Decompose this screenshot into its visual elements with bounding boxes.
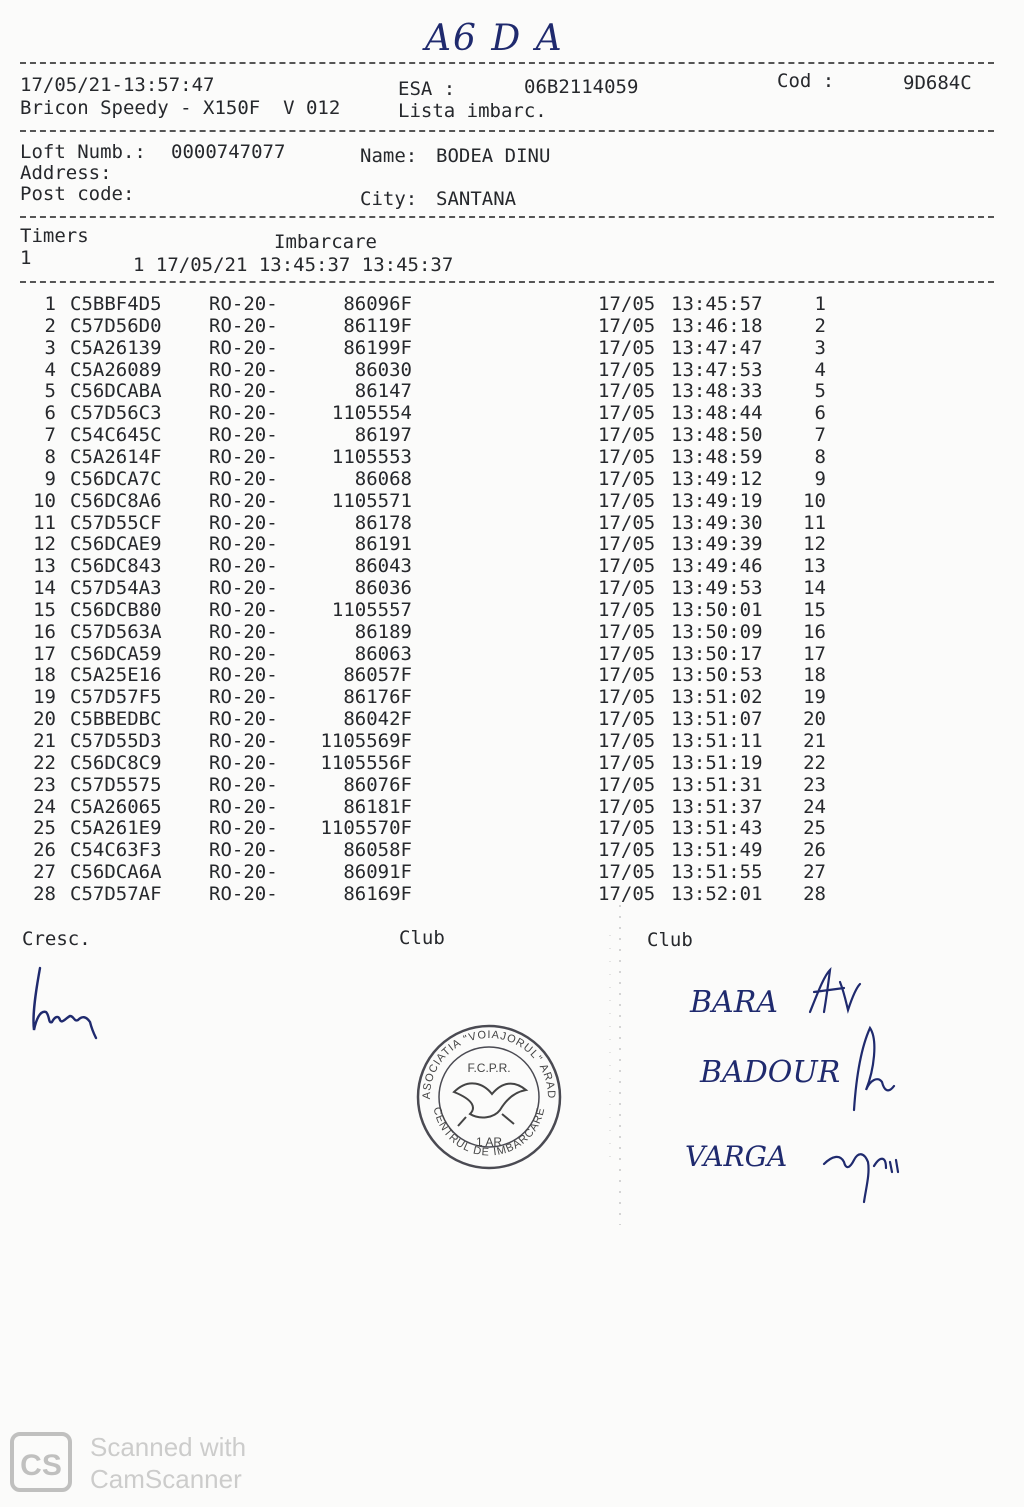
chip-id: C57D57F5	[70, 686, 162, 709]
arrival-time: 13:51:11	[671, 730, 763, 752]
ring-number: 86058F	[343, 839, 412, 862]
ring-number: 1105556F	[320, 751, 412, 774]
arrival-position: 7	[814, 424, 826, 447]
row-number: 2	[44, 314, 56, 337]
country-code: RO-20-	[209, 861, 278, 884]
handwritten-name-2: BADOUR	[700, 1055, 841, 1090]
chip-id: C5BBF4D5	[70, 293, 162, 315]
country-code: RO-20-	[209, 882, 278, 905]
esa-label: ESA :	[398, 78, 456, 100]
name-label: Name:	[360, 145, 418, 167]
ring-number: 86091F	[343, 861, 412, 884]
arrival-date: 17/05	[598, 861, 656, 884]
ring-number: 86036	[354, 577, 412, 600]
arrival-date: 17/05	[598, 817, 656, 840]
country-code: RO-20-	[209, 598, 278, 621]
row-number: 10	[33, 489, 56, 512]
country-code: RO-20-	[209, 380, 278, 403]
arrival-position: 21	[803, 730, 826, 752]
arrival-date: 17/05	[598, 489, 656, 512]
chip-id: C56DC843	[70, 555, 162, 578]
arrival-time: 13:51:19	[671, 751, 763, 774]
arrival-date: 17/05	[598, 882, 656, 905]
ring-number: 86147	[354, 380, 412, 403]
divider-timers	[20, 281, 994, 283]
chip-id: C5A26139	[70, 336, 162, 359]
country-code: RO-20-	[209, 730, 278, 752]
arrival-date: 17/05	[598, 424, 656, 447]
arrival-time: 13:51:02	[671, 686, 763, 709]
country-code: RO-20-	[209, 839, 278, 862]
arrival-date: 17/05	[598, 467, 656, 490]
city-value: SANTANA	[436, 188, 517, 210]
arrival-position: 10	[803, 489, 826, 512]
watermark-line-2: CamScanner	[90, 1464, 242, 1494]
chip-id: C57D56D0	[70, 314, 162, 337]
chip-id: C57D55CF	[70, 511, 162, 534]
ring-number: 86119F	[343, 314, 412, 337]
divider-top	[20, 62, 994, 64]
esa-value: 06B2114059	[524, 76, 639, 98]
country-code: RO-20-	[209, 293, 278, 315]
arrival-time: 13:48:50	[671, 424, 763, 447]
club-signature-3	[820, 1138, 910, 1208]
arrival-time: 13:50:53	[671, 664, 763, 687]
arrival-time: 13:51:49	[671, 839, 763, 862]
grower-signature	[24, 960, 114, 1040]
timer-line: 1 17/05/21 13:45:37 13:45:37	[133, 254, 454, 276]
arrival-position: 19	[803, 686, 826, 709]
cod-label: Cod :	[777, 70, 835, 92]
ring-number: 86068	[354, 467, 412, 490]
stamp-bottom-text: CENTRUL DE IMBARCARE	[430, 1105, 548, 1159]
chip-id: C5A25E16	[70, 664, 162, 687]
ring-number: 1105569F	[320, 730, 412, 752]
ring-number: 1105557	[331, 598, 412, 621]
arrival-date: 17/05	[598, 642, 656, 665]
country-code: RO-20-	[209, 511, 278, 534]
chip-id: C57D563A	[70, 620, 162, 643]
loft-number: 0000747077	[171, 141, 286, 163]
arrival-date: 17/05	[598, 773, 656, 796]
club-signature-1	[800, 962, 870, 1022]
chip-id: C57D55D3	[70, 730, 162, 752]
chip-id: C57D57AF	[70, 882, 162, 905]
cresc-label: Cresc.	[22, 928, 91, 950]
row-number: 12	[33, 533, 56, 556]
arrival-date: 17/05	[598, 620, 656, 643]
arrival-time: 13:47:47	[671, 336, 763, 359]
country-code: RO-20-	[209, 708, 278, 731]
chip-id: C5A26065	[70, 795, 162, 818]
arrival-position: 12	[803, 533, 826, 556]
row-number: 9	[44, 467, 56, 490]
arrival-time: 13:50:01	[671, 598, 763, 621]
handwritten-top-label: A6 D A	[425, 18, 564, 59]
row-number: 16	[33, 620, 56, 643]
arrival-time: 13:49:46	[671, 555, 763, 578]
arrival-time: 13:49:39	[671, 533, 763, 556]
arrival-time: 13:48:59	[671, 445, 763, 468]
list-title: Lista imbarc.	[398, 100, 547, 122]
arrival-position: 6	[814, 402, 826, 425]
row-number: 6	[44, 402, 56, 425]
chip-id: C57D56C3	[70, 402, 162, 425]
country-code: RO-20-	[209, 817, 278, 840]
arrival-position: 22	[803, 751, 826, 774]
ring-number: 86076F	[343, 773, 412, 796]
row-number: 7	[44, 424, 56, 447]
ring-number: 86030	[354, 358, 412, 381]
row-number: 23	[33, 773, 56, 796]
arrival-position: 11	[803, 511, 826, 534]
row-number: 14	[33, 577, 56, 600]
arrival-time: 13:48:33	[671, 380, 763, 403]
arrival-date: 17/05	[598, 751, 656, 774]
club-label-1: Club	[399, 927, 445, 949]
ring-number: 86043	[354, 555, 412, 578]
arrival-position: 28	[803, 882, 826, 905]
ring-number: 86063	[354, 642, 412, 665]
row-number: 4	[44, 358, 56, 381]
chip-id: C5A2614F	[70, 445, 162, 468]
row-number: 13	[33, 555, 56, 578]
country-code: RO-20-	[209, 795, 278, 818]
print-datetime: 17/05/21-13:57:47	[20, 74, 215, 96]
name-value: BODEA DINU	[436, 145, 551, 167]
scanner-watermark	[10, 1430, 270, 1496]
arrival-date: 17/05	[598, 598, 656, 621]
arrival-position: 27	[803, 861, 826, 884]
arrival-position: 17	[803, 642, 826, 665]
country-code: RO-20-	[209, 489, 278, 512]
timer-number: 1	[20, 247, 32, 269]
arrival-position: 23	[803, 773, 826, 796]
arrival-time: 13:47:53	[671, 358, 763, 381]
arrival-time: 13:46:18	[671, 314, 763, 337]
chip-id: C56DC8C9	[70, 751, 162, 774]
chip-id: C56DC8A6	[70, 489, 162, 512]
arrival-time: 13:45:57	[671, 293, 763, 315]
arrival-date: 17/05	[598, 839, 656, 862]
arrival-time: 13:51:37	[671, 795, 763, 818]
row-number: 17	[33, 642, 56, 665]
row-number: 28	[33, 882, 56, 905]
ring-number: 86176F	[343, 686, 412, 709]
country-code: RO-20-	[209, 577, 278, 600]
arrival-date: 17/05	[598, 511, 656, 534]
row-number: 15	[33, 598, 56, 621]
club-label-2: Club	[647, 929, 693, 951]
ring-number: 86189	[354, 620, 412, 643]
chip-id: C56DCAE9	[70, 533, 162, 556]
svg-text:CS: CS	[20, 1449, 62, 1482]
chip-id: C5A26089	[70, 358, 162, 381]
arrival-position: 20	[803, 708, 826, 731]
arrival-date: 17/05	[598, 336, 656, 359]
arrival-time: 13:51:31	[671, 773, 763, 796]
chip-id: C56DCA6A	[70, 861, 162, 884]
row-number: 27	[33, 861, 56, 884]
ring-number: 86181F	[343, 795, 412, 818]
association-stamp	[414, 1022, 564, 1172]
arrival-position: 24	[803, 795, 826, 818]
country-code: RO-20-	[209, 555, 278, 578]
arrival-date: 17/05	[598, 533, 656, 556]
postcode-label: Post code:	[20, 183, 135, 205]
country-code: RO-20-	[209, 424, 278, 447]
arrival-position: 15	[803, 598, 826, 621]
stamp-inner-text: F.C.P.R.	[467, 1061, 511, 1075]
arrival-position: 16	[803, 620, 826, 643]
chip-id: C5BBEDBC	[70, 708, 162, 731]
chip-id: C56DCABA	[70, 380, 162, 403]
arrival-time: 13:51:55	[671, 861, 763, 884]
row-number: 5	[44, 380, 56, 403]
arrival-date: 17/05	[598, 577, 656, 600]
arrival-position: 18	[803, 664, 826, 687]
row-number: 11	[33, 511, 56, 534]
row-number: 20	[33, 708, 56, 731]
country-code: RO-20-	[209, 620, 278, 643]
country-code: RO-20-	[209, 314, 278, 337]
ring-number: 86169F	[343, 882, 412, 905]
ring-number: 86197	[354, 424, 412, 447]
country-code: RO-20-	[209, 533, 278, 556]
arrival-position: 9	[814, 467, 826, 490]
ring-number: 86199F	[343, 336, 412, 359]
country-code: RO-20-	[209, 664, 278, 687]
city-label: City:	[360, 188, 418, 210]
arrival-position: 3	[814, 336, 826, 359]
ring-number: 86178	[354, 511, 412, 534]
country-code: RO-20-	[209, 467, 278, 490]
row-number: 18	[33, 664, 56, 687]
arrival-position: 25	[803, 817, 826, 840]
arrival-date: 17/05	[598, 314, 656, 337]
imbarcare-label: Imbarcare	[274, 231, 377, 253]
fold-marks	[600, 905, 640, 1225]
chip-id: C56DCB80	[70, 598, 162, 621]
row-number: 26	[33, 839, 56, 862]
svg-text:CENTRUL DE IMBARCARE	[431, 1106, 548, 1159]
arrival-time: 13:49:53	[671, 577, 763, 600]
row-number: 24	[33, 795, 56, 818]
camscanner-logo-icon	[10, 1432, 74, 1494]
watermark-line-1: Scanned with	[90, 1432, 247, 1462]
row-number: 1	[44, 293, 56, 315]
row-number: 8	[44, 445, 56, 468]
arrival-date: 17/05	[598, 293, 656, 315]
timers-label: Timers	[20, 225, 89, 247]
chip-id: C54C645C	[70, 424, 162, 447]
ring-number: 1105553	[331, 445, 412, 468]
chip-id: C57D54A3	[70, 577, 162, 600]
chip-id: C54C63F3	[70, 839, 162, 862]
arrival-position: 5	[814, 380, 826, 403]
handwritten-name-3: VARGA	[685, 1140, 788, 1173]
address-label: Address:	[20, 162, 112, 184]
ring-number: 86042F	[343, 708, 412, 731]
row-number: 3	[44, 336, 56, 359]
arrival-position: 1	[814, 293, 826, 315]
row-number: 25	[33, 817, 56, 840]
arrival-date: 17/05	[598, 555, 656, 578]
arrival-date: 17/05	[598, 730, 656, 752]
handwritten-name-1: BARA	[690, 985, 778, 1020]
loft-label: Loft Numb.:	[20, 141, 146, 163]
arrival-date: 17/05	[598, 664, 656, 687]
arrival-time: 13:49:30	[671, 511, 763, 534]
club-signature-2	[840, 1020, 900, 1120]
arrival-time: 13:48:44	[671, 402, 763, 425]
arrival-time: 13:51:43	[671, 817, 763, 840]
country-code: RO-20-	[209, 358, 278, 381]
arrival-position: 2	[814, 314, 826, 337]
arrival-date: 17/05	[598, 708, 656, 731]
country-code: RO-20-	[209, 336, 278, 359]
chip-id: C5A261E9	[70, 817, 162, 840]
ring-number: 1105571	[331, 489, 412, 512]
arrival-time: 13:49:12	[671, 467, 763, 490]
arrival-date: 17/05	[598, 445, 656, 468]
arrival-time: 13:51:07	[671, 708, 763, 731]
arrival-date: 17/05	[598, 795, 656, 818]
arrival-position: 14	[803, 577, 826, 600]
arrival-date: 17/05	[598, 358, 656, 381]
divider-loft	[20, 216, 994, 218]
arrival-position: 4	[814, 358, 826, 381]
arrival-date: 17/05	[598, 686, 656, 709]
divider-header	[20, 130, 994, 132]
ring-number: 1105570F	[320, 817, 412, 840]
country-code: RO-20-	[209, 445, 278, 468]
stamp-code: 1 AR	[475, 1135, 503, 1149]
arrival-position: 26	[803, 839, 826, 862]
arrival-date: 17/05	[598, 380, 656, 403]
chip-id: C56DCA59	[70, 642, 162, 665]
arrival-time: 13:50:17	[671, 642, 763, 665]
row-number: 22	[33, 751, 56, 774]
country-code: RO-20-	[209, 402, 278, 425]
country-code: RO-20-	[209, 686, 278, 709]
ring-number: 86096F	[343, 293, 412, 315]
cod-value: 9D684C	[903, 72, 972, 94]
chip-id: C57D5575	[70, 773, 162, 796]
arrival-position: 8	[814, 445, 826, 468]
country-code: RO-20-	[209, 773, 278, 796]
country-code: RO-20-	[209, 751, 278, 774]
arrival-date: 17/05	[598, 402, 656, 425]
chip-id: C56DCA7C	[70, 467, 162, 490]
stamp-outer-text: ASOCIATIA "VOIAJORUL" ARAD	[420, 1028, 558, 1100]
row-number: 21	[33, 730, 56, 752]
ring-number: 86191	[354, 533, 412, 556]
arrival-time: 13:49:19	[671, 489, 763, 512]
country-code: RO-20-	[209, 642, 278, 665]
device-name: Bricon Speedy - X150F V 012	[20, 97, 341, 119]
arrival-time: 13:50:09	[671, 620, 763, 643]
arrival-time: 13:52:01	[671, 882, 763, 905]
ring-number: 1105554	[331, 402, 412, 425]
ring-number: 86057F	[343, 664, 412, 687]
arrival-position: 13	[803, 555, 826, 578]
row-number: 19	[33, 686, 56, 709]
